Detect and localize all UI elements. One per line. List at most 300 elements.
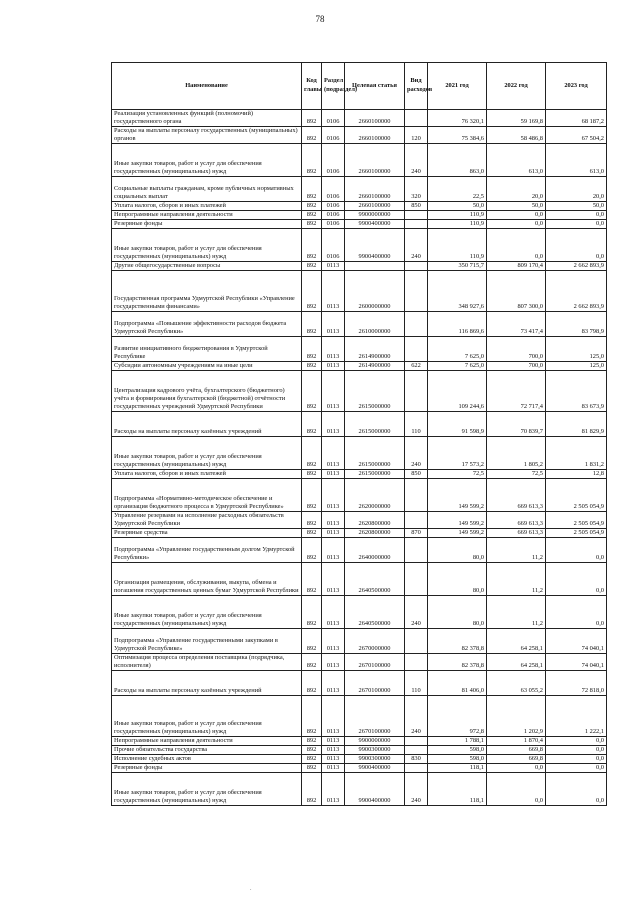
cell-2023: 0,0 [546,211,607,220]
cell-kind: 240 [405,437,428,470]
table-row [112,479,607,512]
cell-name: Резервные фонды [112,764,302,773]
cell-2021: 598,0 [428,746,487,755]
table-row [112,177,607,202]
cell-2022: 700,0 [487,362,546,371]
cell-name: Оптимизация процесса определения поставщика (подрядчика, исполнителя) [112,654,302,671]
cell-target: 2615000000 [345,371,405,412]
cell-name: Подпрограмма «Повышение эффективности расходов бюджета Удмуртской Республики» [112,312,302,337]
cell-2021: 350 715,7 [428,262,487,271]
cell-code: 892 [302,746,322,755]
cell-2023: 81 829,9 [546,412,607,437]
cell-kind [405,737,428,746]
header-2021: 2021 год [428,63,487,110]
cell-section: 0113 [322,538,345,563]
cell-2021: 116 869,6 [428,312,487,337]
cell-name: Резервные фонды [112,220,302,229]
cell-2021: 348 927,6 [428,271,487,312]
cell-section: 0113 [322,262,345,271]
cell-2022: 73 417,4 [487,312,546,337]
cell-2023: 83 798,9 [546,312,607,337]
header-code: Код главы [302,63,322,110]
header-2022: 2022 год [487,63,546,110]
cell-name: Централизация кадрового учёта, бухгалтерского (бюджетного) учёта и формирования бухгалтерской (бюджетной) отчётности государственных учреждений Удмуртской Республики [112,371,302,412]
cell-kind [405,110,428,127]
cell-target: 9900300000 [345,755,405,764]
cell-2021: 110,9 [428,220,487,229]
budget-table [111,62,607,806]
cell-2022: 669 613,3 [487,512,546,529]
cell-2023: 72 818,0 [546,671,607,696]
cell-2023: 0,0 [546,755,607,764]
cell-name: Другие общегосударственные вопросы [112,262,302,271]
budget-table-container [111,62,606,806]
cell-code: 892 [302,696,322,737]
cell-name: Иные закупки товаров, работ и услуг для обеспечения государственных (муниципальных) нужд [112,596,302,629]
cell-2023: 2 662 893,9 [546,271,607,312]
cell-target: 2610000000 [345,312,405,337]
cell-target: 2600000000 [345,271,405,312]
cell-2021: 50,0 [428,202,487,211]
cell-name: Непрограммные направления деятельности [112,737,302,746]
cell-kind: 120 [405,127,428,144]
cell-2021: 82 378,8 [428,654,487,671]
cell-code: 892 [302,671,322,696]
cell-2023: 1 831,2 [546,437,607,470]
cell-section: 0113 [322,629,345,654]
cell-2022: 64 258,1 [487,629,546,654]
cell-2021: 81 406,0 [428,671,487,696]
cell-kind [405,563,428,596]
cell-name: Подпрограмма «Управление государственными закупками в Удмуртской Республике» [112,629,302,654]
table-row [112,110,607,127]
cell-section: 0113 [322,412,345,437]
table-row [112,654,607,671]
cell-target: 2614900000 [345,362,405,371]
table-row [112,211,607,220]
cell-name: Расходы на выплаты персоналу казённых учреждений [112,412,302,437]
cell-target: 9900400000 [345,220,405,229]
table-row [112,470,607,479]
table-row [112,220,607,229]
cell-2021: 1 788,1 [428,737,487,746]
cell-2021: 109 244,6 [428,371,487,412]
cell-2023: 68 187,2 [546,110,607,127]
cell-kind: 870 [405,529,428,538]
cell-2023: 2 505 054,9 [546,512,607,529]
cell-2023: 2 505 054,9 [546,479,607,512]
cell-section: 0113 [322,371,345,412]
header-target: Целевая статья [345,63,405,110]
cell-kind [405,538,428,563]
cell-2021: 7 625,0 [428,337,487,362]
cell-target: 2620000000 [345,479,405,512]
cell-kind [405,746,428,755]
page-number: 78 [315,14,325,24]
cell-2023: 0,0 [546,596,607,629]
cell-2021: 17 573,2 [428,437,487,470]
cell-2023: 0,0 [546,220,607,229]
cell-2022: 64 258,1 [487,654,546,671]
cell-2021: 80,0 [428,563,487,596]
table-row [112,271,607,312]
scan-mark: . [250,886,252,892]
table-row [112,764,607,773]
cell-2023: 613,0 [546,144,607,177]
cell-section: 0113 [322,271,345,312]
cell-2022: 72 717,4 [487,371,546,412]
table-row [112,746,607,755]
cell-code: 892 [302,470,322,479]
cell-code: 892 [302,773,322,806]
cell-2022: 58 486,8 [487,127,546,144]
cell-2022: 809 170,4 [487,262,546,271]
cell-2023: 0,0 [546,764,607,773]
cell-name: Иные закупки товаров, работ и услуг для обеспечения государственных (муниципальных) нужд [112,229,302,262]
cell-target: 2620800000 [345,512,405,529]
cell-section: 0106 [322,127,345,144]
cell-section: 0106 [322,211,345,220]
cell-2022: 613,0 [487,144,546,177]
cell-name: Исполнение судебных актов [112,755,302,764]
cell-section: 0113 [322,362,345,371]
table-row [112,127,607,144]
cell-2021: 149 599,2 [428,479,487,512]
cell-target: 2660100000 [345,110,405,127]
cell-kind [405,211,428,220]
cell-2021: 110,9 [428,211,487,220]
cell-code: 892 [302,629,322,654]
cell-target: 2640500000 [345,596,405,629]
table-row [112,262,607,271]
cell-2021: 118,1 [428,764,487,773]
cell-code: 892 [302,563,322,596]
header-2023: 2023 год [546,63,607,110]
cell-2023: 12,8 [546,470,607,479]
cell-kind: 240 [405,229,428,262]
cell-2021: 22,5 [428,177,487,202]
cell-2022: 59 169,8 [487,110,546,127]
cell-2021: 76 320,1 [428,110,487,127]
cell-2023: 0,0 [546,538,607,563]
cell-section: 0106 [322,220,345,229]
cell-code: 892 [302,312,322,337]
cell-2021: 7 625,0 [428,362,487,371]
cell-name: Прочие обязательства государства [112,746,302,755]
cell-2023: 1 222,1 [546,696,607,737]
cell-section: 0113 [322,764,345,773]
header-name: Наименование [112,63,302,110]
cell-name: Развитие инициативного бюджетирования в Удмуртской Республике [112,337,302,362]
cell-2021: 80,0 [428,596,487,629]
cell-name: Расходы на выплаты персоналу государственных (муниципальных) органов [112,127,302,144]
header-kind: Вид расходов [405,63,428,110]
cell-2021: 118,1 [428,773,487,806]
cell-2021: 149 599,2 [428,529,487,538]
cell-section: 0113 [322,479,345,512]
cell-2023: 74 040,1 [546,654,607,671]
cell-section: 0113 [322,737,345,746]
table-row [112,371,607,412]
cell-section: 0106 [322,177,345,202]
table-row [112,629,607,654]
cell-target: 2640500000 [345,563,405,596]
cell-code: 892 [302,596,322,629]
cell-section: 0106 [322,144,345,177]
table-row [112,202,607,211]
table-row [112,512,607,529]
cell-kind: 110 [405,412,428,437]
cell-kind [405,312,428,337]
cell-target: 9900400000 [345,773,405,806]
cell-code: 892 [302,202,322,211]
cell-2023: 2 662 893,9 [546,262,607,271]
cell-section: 0113 [322,671,345,696]
cell-2021: 598,0 [428,755,487,764]
cell-target: 9900000000 [345,211,405,220]
cell-2022: 11,2 [487,538,546,563]
cell-name: Резервные средства [112,529,302,538]
cell-name: Субсидии автономным учреждениям на иные цели [112,362,302,371]
cell-code: 892 [302,512,322,529]
cell-kind [405,371,428,412]
cell-kind: 240 [405,696,428,737]
cell-section: 0113 [322,312,345,337]
cell-name: Государственная программа Удмуртской Республики «Управление государственными финансами» [112,271,302,312]
table-row [112,529,607,538]
cell-2021: 863,0 [428,144,487,177]
cell-2022: 20,0 [487,177,546,202]
cell-code: 892 [302,220,322,229]
cell-kind: 622 [405,362,428,371]
cell-2022: 669 613,3 [487,529,546,538]
cell-2022: 669 613,3 [487,479,546,512]
cell-target: 2670000000 [345,629,405,654]
cell-target: 9900000000 [345,737,405,746]
cell-2021: 80,0 [428,538,487,563]
cell-target: 2614900000 [345,337,405,362]
cell-kind [405,271,428,312]
cell-2022: 1 805,2 [487,437,546,470]
cell-target: 9900400000 [345,229,405,262]
cell-code: 892 [302,110,322,127]
cell-kind: 240 [405,596,428,629]
cell-code: 892 [302,737,322,746]
table-row [112,229,607,262]
cell-2022: 700,0 [487,337,546,362]
cell-2022: 0,0 [487,773,546,806]
cell-target: 2615000000 [345,437,405,470]
cell-code: 892 [302,371,322,412]
cell-2022: 63 055,2 [487,671,546,696]
cell-2022: 11,2 [487,563,546,596]
cell-code: 892 [302,437,322,470]
cell-2022: 50,0 [487,202,546,211]
cell-name: Подпрограмма «Нормативно-методическое обеспечение и организация бюджетного процесса в Удмуртской Республике» [112,479,302,512]
cell-name: Иные закупки товаров, работ и услуг для обеспечения государственных (муниципальных) нужд [112,773,302,806]
cell-kind: 830 [405,755,428,764]
cell-kind [405,629,428,654]
table-row [112,596,607,629]
cell-2022: 1 870,4 [487,737,546,746]
table-row [112,312,607,337]
cell-kind: 240 [405,773,428,806]
cell-kind [405,764,428,773]
cell-code: 892 [302,211,322,220]
cell-name: Организация размещения, обслуживания, выкупа, обмена и погашения государственных ценных бумаг Удмуртской Республики [112,563,302,596]
table-row [112,412,607,437]
cell-kind [405,220,428,229]
cell-2023: 0,0 [546,563,607,596]
table-row [112,737,607,746]
cell-kind: 850 [405,470,428,479]
cell-name: Непрограммные направления деятельности [112,211,302,220]
cell-2023: 50,0 [546,202,607,211]
cell-section: 0106 [322,229,345,262]
cell-2022: 1 202,9 [487,696,546,737]
cell-2022: 0,0 [487,211,546,220]
cell-code: 892 [302,538,322,563]
cell-code: 892 [302,144,322,177]
cell-2023: 74 040,1 [546,629,607,654]
cell-2023: 0,0 [546,737,607,746]
table-row [112,755,607,764]
cell-target: 2660100000 [345,177,405,202]
cell-section: 0106 [322,110,345,127]
cell-code: 892 [302,654,322,671]
cell-2022: 11,2 [487,596,546,629]
cell-name: Уплата налогов, сборов и иных платежей [112,202,302,211]
cell-kind: 240 [405,144,428,177]
cell-2022: 72,5 [487,470,546,479]
cell-target: 9900400000 [345,764,405,773]
cell-target: 2660100000 [345,144,405,177]
cell-2022: 0,0 [487,220,546,229]
cell-2021: 110,9 [428,229,487,262]
table-row [112,337,607,362]
cell-code: 892 [302,529,322,538]
cell-code: 892 [302,479,322,512]
cell-kind: 110 [405,671,428,696]
cell-kind [405,337,428,362]
cell-target: 2640000000 [345,538,405,563]
cell-2023: 2 505 054,9 [546,529,607,538]
cell-target: 2615000000 [345,412,405,437]
cell-code: 892 [302,764,322,773]
cell-code: 892 [302,127,322,144]
cell-2023: 83 673,9 [546,371,607,412]
cell-name: Уплата налогов, сборов и иных платежей [112,470,302,479]
table-body [112,110,607,806]
table-row [112,538,607,563]
cell-name: Иные закупки товаров, работ и услуг для обеспечения государственных (муниципальных) нужд [112,696,302,737]
table-row [112,437,607,470]
table-row [112,696,607,737]
cell-section: 0113 [322,696,345,737]
cell-2023: 125,0 [546,337,607,362]
cell-code: 892 [302,412,322,437]
cell-target: 2670100000 [345,671,405,696]
cell-code: 892 [302,271,322,312]
cell-code: 892 [302,229,322,262]
cell-target: 2670100000 [345,696,405,737]
cell-2021: 82 378,8 [428,629,487,654]
cell-section: 0113 [322,654,345,671]
cell-2022: 0,0 [487,764,546,773]
table-row [112,773,607,806]
cell-name: Социальные выплаты гражданам, кроме публичных нормативных социальных выплат [112,177,302,202]
cell-kind [405,512,428,529]
cell-kind: 850 [405,202,428,211]
header-section: Раздел (подраздел) [322,63,345,110]
cell-target: 2660100000 [345,127,405,144]
table-row [112,671,607,696]
cell-section: 0113 [322,755,345,764]
cell-2021: 149 599,2 [428,512,487,529]
cell-section: 0113 [322,529,345,538]
table-row [112,362,607,371]
cell-section: 0113 [322,512,345,529]
cell-section: 0113 [322,470,345,479]
cell-kind [405,654,428,671]
cell-code: 892 [302,337,322,362]
cell-name: Расходы на выплаты персоналу казённых учреждений [112,671,302,696]
cell-2021: 72,5 [428,470,487,479]
cell-2022: 0,0 [487,229,546,262]
cell-section: 0106 [322,202,345,211]
cell-name: Иные закупки товаров, работ и услуг для обеспечения государственных (муниципальных) нужд [112,144,302,177]
cell-code: 892 [302,755,322,764]
cell-section: 0113 [322,563,345,596]
cell-2022: 669,8 [487,755,546,764]
cell-code: 892 [302,362,322,371]
cell-2022: 70 839,7 [487,412,546,437]
cell-code: 892 [302,262,322,271]
cell-2022: 669,8 [487,746,546,755]
cell-kind [405,262,428,271]
cell-2022: 807 300,0 [487,271,546,312]
cell-name: Иные закупки товаров, работ и услуг для обеспечения государственных (муниципальных) нужд [112,437,302,470]
cell-2023: 0,0 [546,773,607,806]
cell-section: 0113 [322,596,345,629]
cell-2021: 972,8 [428,696,487,737]
cell-name: Реализация установленных функций (полномочий) государственного органа [112,110,302,127]
cell-target: 2615000000 [345,470,405,479]
cell-name: Управление резервами на исполнение расходных обязательств Удмуртской Республики [112,512,302,529]
cell-2023: 67 504,2 [546,127,607,144]
cell-target: 2620800000 [345,529,405,538]
cell-2023: 0,0 [546,229,607,262]
table-row [112,144,607,177]
cell-code: 892 [302,177,322,202]
cell-target [345,262,405,271]
table-header-row [112,63,607,110]
cell-kind [405,479,428,512]
table-row [112,563,607,596]
cell-target: 9900300000 [345,746,405,755]
cell-2023: 125,0 [546,362,607,371]
cell-2021: 91 598,9 [428,412,487,437]
cell-2021: 75 384,6 [428,127,487,144]
cell-2023: 20,0 [546,177,607,202]
cell-name: Подпрограмма «Управление государственным долгом Удмуртской Республики» [112,538,302,563]
cell-section: 0113 [322,437,345,470]
cell-section: 0113 [322,746,345,755]
cell-kind: 320 [405,177,428,202]
cell-section: 0113 [322,337,345,362]
cell-section: 0113 [322,773,345,806]
cell-2023: 0,0 [546,746,607,755]
